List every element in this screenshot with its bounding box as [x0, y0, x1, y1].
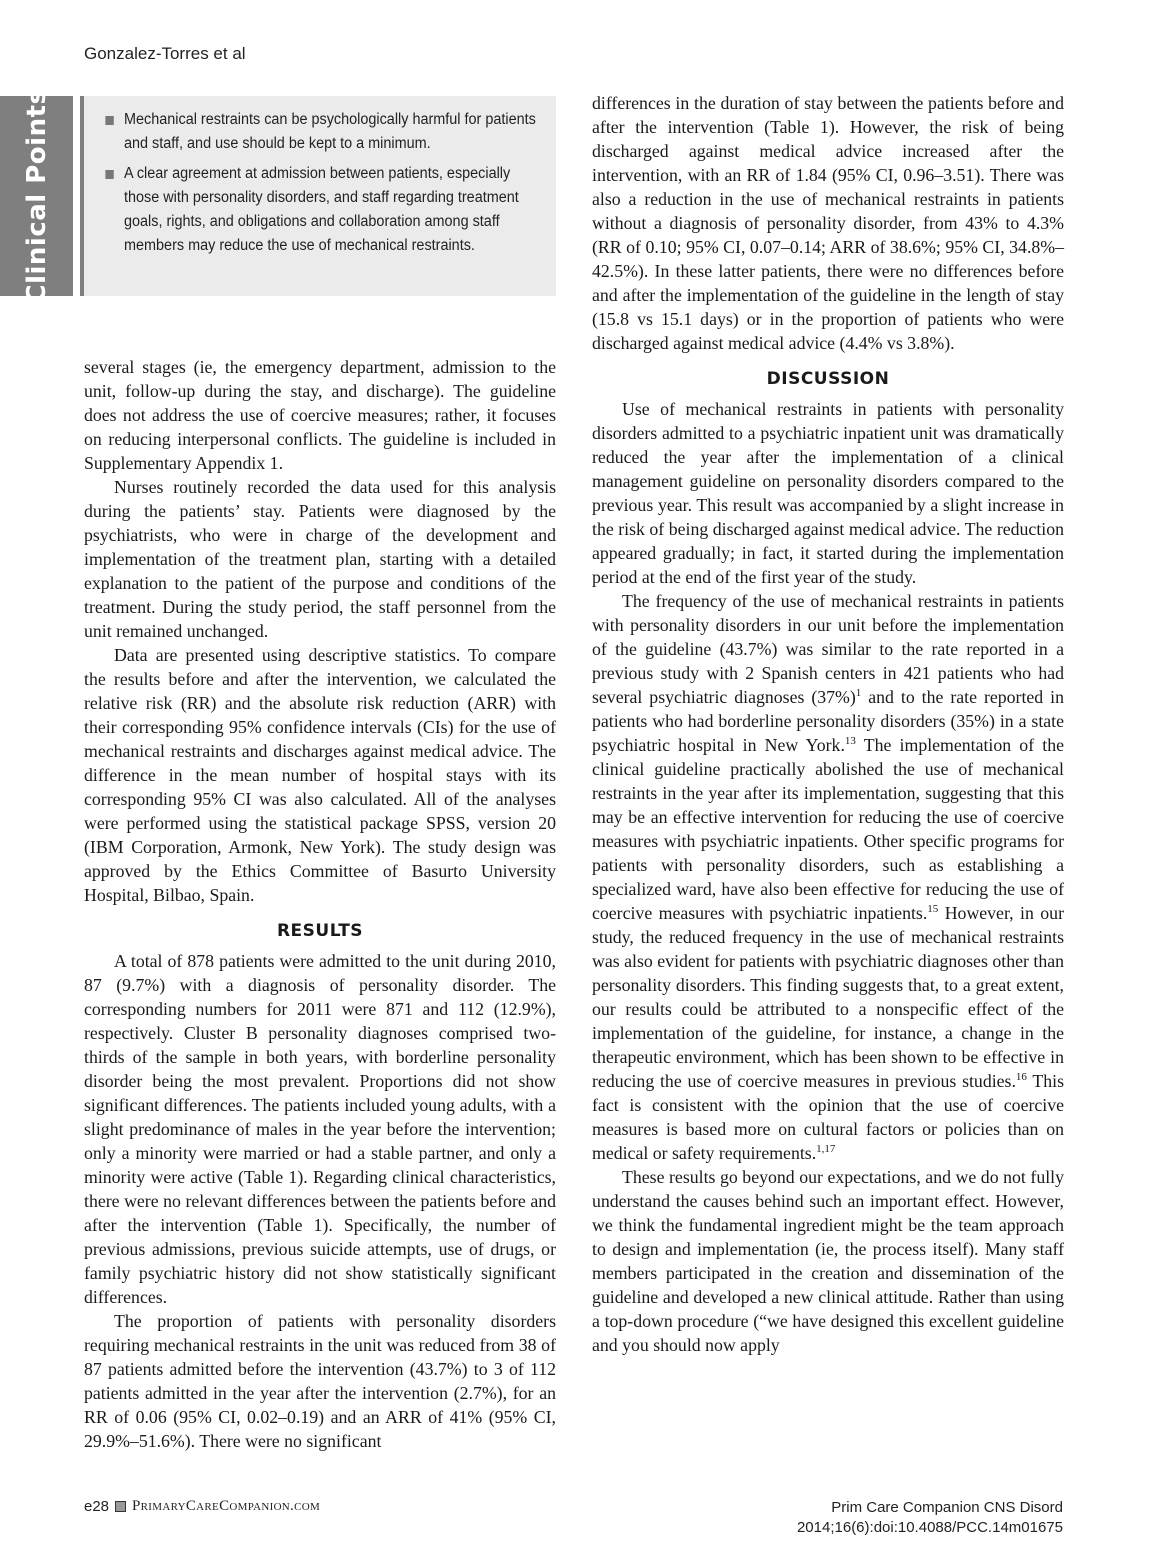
paragraph: several stages (ie, the emergency department, admission to the unit, follow-up during the stay, and discharge). The guideline does not address the use of coercive measures; rather, it focuses on reducing interpersonal conflicts. The guideline is included in Supplementary Appendix 1.: [84, 357, 556, 473]
running-head: Gonzalez-Torres et al: [84, 44, 246, 63]
journal-website[interactable]: PrimaryCareCompanion.com: [132, 1498, 321, 1514]
clinical-point-item: [124, 108, 536, 156]
right-column: [592, 91, 1064, 1357]
text-run: However, in our study, the reduced frequency in the use of mechanical restraints was also evident for patients with psychiatric diagnoses other than personality disorders. This finding suggests that, to a great extent, our results could be attributed to a nonspecific effect of the implementation of the guideline, for instance, a change in the therapeutic environment, which has been shown to be effective in reducing the use of coercive measures in previous studies.: [592, 903, 1064, 1091]
clinical-points-list: [84, 96, 556, 258]
left-column: [84, 355, 556, 1453]
footer-right: [797, 1498, 1063, 1538]
section-heading-results: RESULTS: [276, 921, 364, 941]
square-separator-icon: [115, 1501, 126, 1512]
paragraph: These results go beyond our expectations, and we do not fully understand the causes behind such an important effect. However, we think the fundamental ingredient might be the team approach to design and implementation (ie, the process itself). Many staff members participated in the creation and dissemination of the guideline and developed a new clinical attitude. Rather than using a top-down procedure (“we have designed this excellent guideline and you should now apply: [592, 1167, 1064, 1355]
citation-ref[interactable]: 1,17: [816, 1143, 836, 1156]
citation-ref[interactable]: 16: [1015, 1071, 1027, 1084]
page-number: e28: [84, 1498, 110, 1515]
paragraph: Data are presented using descriptive statistics. To compare the results before and after the intervention, we calculated the relative risk (RR) and the absolute risk reduction (ARR) with their corresponding 95% confidence intervals (CIs) for the use of mechanical restraints and discharges against medical advice. The difference in the mean number of hospital stays with its corresponding 95% CI was also calculated. All of the analyses were performed using the statistical package SPSS, version 20 (IBM Corporation, Armonk, New York). The study design was approved by the Ethics Committee of Basurto University Hospital, Bilbao, Spain.: [84, 645, 556, 905]
paragraph: Use of mechanical restraints in patients with personality disorders admitted to a psychiatric inpatient unit was dramatically reduced the year after the implementation of a clinical management guideline on personality disorders compared to the previous year. This result was accompanied by a slight increase in the risk of being discharged against medical advice. The reduction appeared gradually; in fact, it started during the implementation period at the end of the first year of the study.: [592, 399, 1064, 587]
citation-ref[interactable]: 15: [927, 903, 939, 916]
text-run: The implementation of the clinical guideline practically abolished the use of mechanical restraints in the year after its implementation, suggesting that this may be an effective intervention for reducing the use of coercive measures with psychiatric inpatients. Other specific programs for patients with personality disorders, such as establishing a specialized ward, have also been effective for reducing the use of coercive measures with psychiatric inpatients.: [592, 735, 1064, 923]
clinical-points-box: [84, 96, 556, 296]
clinical-point-item: [124, 162, 536, 258]
paragraph: The proportion of patients with personality disorders requiring mechanical restraints in the unit was reduced from 38 of 87 patients admitted before the intervention (43.7%) to 3 of 112 patients admitted in the year after the intervention (2.7%), for an RR of 0.06 (95% CI, 0.02–0.19) and an ARR of 41% (95% CI, 29.9%–51.6%). There were no significant: [84, 1311, 556, 1451]
footer-left: [84, 1498, 320, 1515]
citation-ref[interactable]: 1: [855, 687, 862, 700]
section-heading-discussion: DISCUSSION: [766, 369, 890, 389]
clinical-points-title: Clinical Points: [21, 88, 52, 304]
square-bullet-icon: [105, 116, 113, 125]
text-run: and to the rate reported in patients who had borderline personality disorders (35%) in a state psychiatric hospital in New York.: [592, 687, 1064, 755]
square-bullet-icon: [105, 170, 113, 179]
citation-ref[interactable]: 13: [844, 735, 856, 748]
clinical-point-text: A clear agreement at admission between patients, especially those with personality disorders, and staff regarding treatment goals, rights, and obligations and collaboration among staff members may reduce the use of mechanical restraints.: [124, 165, 519, 254]
doi-citation[interactable]: 2014;16(6):doi:10.4088/PCC.14m01675: [796, 1519, 1063, 1536]
text-run: This fact is consistent with the opinion that the use of coercive measures is based more on cultural factors or policies than on medical or safety requirements.: [592, 1071, 1064, 1163]
paragraph: A total of 878 patients were admitted to the unit during 2010, 87 (9.7%) with a diagnosis of personality disorder. The corresponding numbers for 2011 were 871 and 112 (12.9%), respectively. Cluster B personality diagnoses comprised two-thirds of the sample in both years, with borderline personality disorder being the most prevalent. Proportions did not show significant differences. The patients included young adults, with a slight predominance of males in the year before the intervention; only a minority were married or had a stable partner, and only a minority were active (Table 1). Regarding clinical characteristics, there were no relevant differences between the patients before and after the intervention (Table 1). Specifically, the number of previous admissions, previous suicide attempts, use of drugs, or family psychiatric history did not show statistically significant differences.: [84, 951, 556, 1307]
clinical-points-tab: [0, 88, 73, 304]
paragraph: [592, 589, 1064, 1165]
paragraph: differences in the duration of stay between the patients before and after the intervention (Table 1). However, the risk of being discharged against medical advice increased after the intervention, with an RR of 1.84 (95% CI, 0.96–3.51). There was also a reduction in the use of mechanical restraints in patients without a diagnosis of personality disorder, from 43% to 4.3% (RR of 0.10; 95% CI, 0.07–0.14; ARR of 38.6%; 95% CI, 34.8%–42.5%). In these latter patients, there were no differences before and after the implementation of the guideline in the length of stay (15.8 vs 15.1 days) or in the proportion of patients who were discharged against medical advice (4.4% vs 3.8%).: [592, 93, 1064, 353]
text-run: The frequency of the use of mechanical restraints in patients with personality disorders in our unit before the implementation of the guideline (43.7%) was similar to the rate reported in a previous study with 2 Spanish centers in 421 patients who had several psychiatric diagnoses (37%): [592, 591, 1064, 707]
paragraph: Nurses routinely recorded the data used for this analysis during the patients’ stay. Patients were diagnosed by the psychiatrists, who were in charge of the development and implementation of the treatment plan, starting with a detailed explanation to the patient of the purpose and conditions of the treatment. During the study period, the staff personnel from the unit remained unchanged.: [84, 477, 556, 641]
journal-name: Prim Care Companion CNS Disord: [831, 1499, 1063, 1516]
clinical-point-text: Mechanical restraints can be psychologically harmful for patients and staff, and use should be kept to a minimum.: [124, 111, 536, 152]
